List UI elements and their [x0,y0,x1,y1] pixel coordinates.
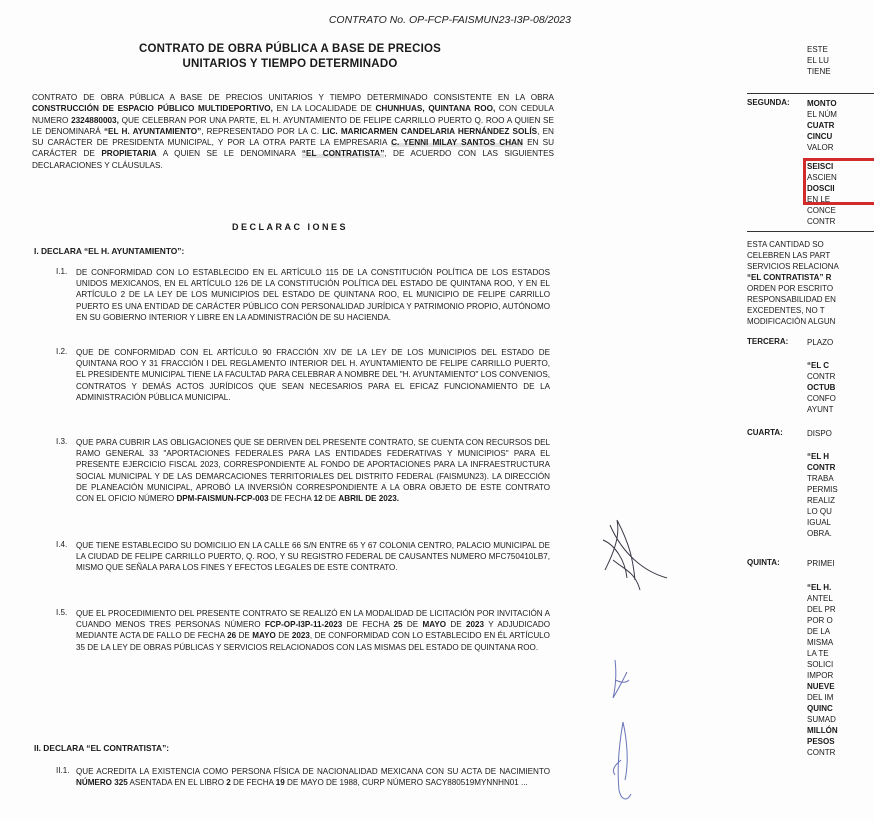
right-text: CONTR [807,372,836,381]
item-i4: QUE TIENE ESTABLECIDO SU DOMICILIO EN LA CALLE 66 S/N ENTRE 65 Y 67 COLONIA CENTRO, PALACIO MUNICIPAL DE LA CIUDAD DE FELIPE CARRILLO PUERTO, Q. ROO, Y SU REGISTRO FEDERAL DE CAUSANTES NUMERO MFC750410LB7, MISMO QUE SEÑALA PARA LOS FINES Y EFECTOS LEGALES DE ESTE CONTRATO. [76,541,550,573]
tercera-heading: PLAZO [807,338,834,347]
date-month: MAYO [252,631,276,641]
intro-localidad: CHUNHUAS, QUINTANA ROO, [375,104,496,114]
right-text: “EL C [807,361,830,370]
right-text: EXCEDENTES, NO T [747,306,825,315]
right-text: CONFO [807,394,836,403]
date-month: MAYO [422,620,447,630]
right-text: ESTA CANTIDAD SO [747,240,824,249]
right-text: SUMAD [807,715,836,724]
oficio-month-year: ABRIL DE 2023. [338,494,399,504]
intro-propietaria: PROPIETARIA [101,149,157,159]
item-text: DE [275,631,292,641]
item-text: DE [402,620,423,630]
right-text: MISMA [807,638,834,647]
intro-text: CON CEDULA NUMERO [32,104,554,125]
right-text: DEL IM [807,693,834,702]
item-number: I.3. [56,437,68,446]
right-text: NUEVE [807,682,835,691]
right-text: AYUNT [807,405,834,414]
right-text: SEISCI [807,162,834,171]
right-text: DEL PR [807,605,836,614]
segunda-label: SEGUNDA: [747,98,790,107]
intro-text: , DE ACUERDO CON LAS SIGUIENTES DECLARACIONES Y CLÁUSULAS. [32,149,554,170]
section-divider [747,93,874,94]
signature-marks [575,500,745,820]
section-ii-heading: II. DECLARA “EL CONTRATISTA”: [34,743,170,753]
item-text: DE FECHA [268,494,314,504]
item-number: I.2. [56,347,68,356]
right-text: CONTR [807,217,836,226]
item-text: DE FECHA [230,778,276,788]
date-day: 26 [227,631,237,641]
right-text: ESTE [807,45,828,54]
item-ii1 [76,766,550,788]
libro-number: 2 [226,778,231,788]
right-text: SOLICI [807,660,834,669]
right-text: EN LE [807,195,831,204]
cuarta-heading: DISPO [807,429,832,438]
oficio-number: DPM-FAISMUN-FCP-003 [176,494,269,504]
item-text: Y ADJUDICADO MEDIANTE ACTA DE FALLO DE FECHA [76,620,550,641]
right-text: TIENE [807,67,831,76]
item-text: QUE PARA CUBRIR LAS OBLIGACIONES QUE SE DERIVEN DEL PRESENTE CONTRATO, SE CUENTA CON RECURSOS DEL RAMO GENERAL 33 "APORTACIONES FEDERALES PARA LAS ENTIDADES FEDERATIVAS Y MUNICIPIOS" PARA EL PRESENTE EJERCICIO FISCAL 2023, CORRESPONDIENTE AL FONDO DE APORTACIONES PARA LA INFRAESTRUCTURA SOCIAL MUNICIPAL Y DE LAS DEMARCACIONES TERRITORIALES DEL DISTRITO FEDERAL (FAISMUN23). LA DIRECCIÓN DE PLANEACIÓN MUNICIPAL, APROBÓ LA INVERSIÓN CORRESPONDIENTE A LA OBRA OBJETO DE ESTE CONTRATO CON EL OFICIO NÚMERO [76,438,550,504]
item-number: II.1. [56,766,70,775]
right-text: OBRA. [807,529,832,538]
right-text: RESPONSABILIDAD EN [747,295,836,304]
right-text: MONTO [807,99,837,108]
right-text: ANTEL [807,594,833,603]
item-i2: QUE DE CONFORMIDAD CON EL ARTÍCULO 90 FRACCIÓN XIV DE LA LEY DE LOS MUNICIPIOS DEL ESTADO DE QUINTANA ROO Y 31 FRACCIÓN I DEL REGLAMENTO INTERIOR DEL H. AYUNTAMIENTO DE FELIPE CARRILLO PUERTO, EL PRESIDENTE MUNICIPAL TIENE LA FACULTAD PARA CELEBRAR A NOMBRE DEL "H. AYUNTAMIENTO" LOS CONVENIOS, CONTRATOS Y DEMÁS ACTOS JURÍDICOS QUE SEAN NECESARIOS PARA EL EFICAZ FUNCIONAMIENTO DE LA ADMINISTRACIÓN PÚBLICA MUNICIPAL. [76,348,550,402]
date-day: 19 [275,778,285,788]
right-text: OCTUB [807,383,836,392]
contract-number: CONTRATO No. OP-FCP-FAISMUN23-I3P-08/2023 [328,14,571,26]
date-year: 2023 [291,631,310,641]
intro-text: A QUIEN SE LE DENOMINARA [156,149,302,159]
right-text: CUATR [807,121,835,130]
right-text: VALOR [807,143,834,152]
acta-number: NÚMERO 325 [76,778,128,788]
intro-paragraph [32,92,554,171]
date-year: 2023 [466,620,485,630]
item-number: I.1. [56,267,68,276]
signature-1 [603,520,667,590]
oficio-day: 12 [313,494,323,504]
item-number: I.4. [56,540,68,549]
quinta-label: QUINTA: [747,558,780,567]
right-text: LA TE [807,649,829,658]
intro-text: CONTRATO DE OBRA PÚBLICA A BASE DE PRECIOS UNITARIOS Y TIEMPO DETERMINADO CONSISTENTE EN LA OBRA [32,93,554,102]
licitacion-number: FCP-OP-I3P-11-2023 [264,620,343,630]
right-text: ASCIEN [807,173,837,182]
signature-3 [613,722,631,799]
right-text: SERVICIOS RELACIONA [747,262,839,271]
item-i3 [76,437,550,504]
right-text: PERMIS [807,485,838,494]
item-text: ASENTADA EN EL LIBRO [127,778,227,788]
item-text: QUE ACREDITA LA EXISTENCIA COMO PERSONA FÍSICA DE NACIONALIDAD MEXICANA CON SU ACTA DE NACIMIENTO [76,767,550,776]
right-text: “EL CONTRATISTA” R [747,273,832,282]
highlight-box [803,158,874,205]
item-text: , DE CONFORMIDAD CON LO ESTABLECIDO EN ÉL ARTÍCULO 35 DE LA LEY DE OBRAS PÚBLICAS Y SERVICIOS RELACIONADOS CON LAS MISMAS DEL ESTADO DE QUINTANA ROO. [76,631,550,652]
item-text: DE [322,494,339,504]
right-text: QUINC [807,704,833,713]
right-text: CONTR [807,463,836,472]
right-page [747,0,874,821]
intro-contratista: “EL CONTRATISTA” [301,149,385,159]
right-text: CINCU [807,132,833,141]
right-text: MILLÓN [807,726,838,735]
item-text: DE FECHA [342,620,394,630]
item-text: DE [446,620,467,630]
right-text: IMPOR [807,671,834,680]
tercera-label: TERCERA: [747,337,789,346]
item-i1: DE CONFORMIDAD CON LO ESTABLECIDO EN EL ARTÍCULO 115 DE LA CONSTITUCIÓN POLÍTICA DE LOS ESTADOS UNIDOS MEXICANOS, EN EL ARTÍCULO 126 DE LA CONSTITUCIÓN POLÍTICA DEL ESTADO DE QUINTANA ROO, Y EN EL ARTÍCULO 2 DE LA LEY DE LOS MUNICIPIOS DEL ESTADO DE QUINTANA ROO, EL MUNICIPIO DE FELIPE CARRILLO PUERTO ES UNA ENTIDAD DE CARÁCTER PÚBLICO CON PERSONALIDAD JURÍDICA Y PATRIMONIO PROPIO, AUTÓNOMO EN SU GOBIERNO INTERIOR Y LIBRE EN LA ADMINISTRACIÓN DE SU HACIENDA. [76,268,550,322]
declaraciones-title: DECLARAC IONES [231,222,348,232]
right-text: ORDEN POR ESCRITO [747,284,834,293]
section-divider [747,231,874,232]
title-line-2: UNITARIOS Y TIEMPO DETERMINADO [182,58,398,70]
intro-text: , REPRESENTADO POR LA C. [201,126,323,136]
right-text: DOSCII [807,184,835,193]
title-line-1: CONTRATO DE OBRA PÚBLICA A BASE DE PRECIOS [138,43,442,55]
intro-presidenta: LIC. MARICARMEN CANDELARIA HERNÁNDEZ SOLÍS [322,126,538,136]
intro-obra: CONSTRUCCIÓN DE ESPACIO PÚBLICO MULTIDEPORTIVO, [32,104,273,114]
right-text: PESOS [807,737,835,746]
right-text: LO QU [807,507,832,516]
right-text: CONTR [807,748,836,757]
cuarta-label: CUARTA: [747,428,783,437]
intro-text: EN LA LOCALIDADE DE [272,104,376,114]
right-text: CELEBREN LAS PART [747,251,831,260]
item-text: DE [236,631,253,641]
quinta-heading: PRIMEI [807,559,835,568]
date-day: 25 [393,620,403,630]
contract-title [30,42,550,72]
right-text: “EL H. [807,583,832,592]
right-text: TRABA [807,474,834,483]
right-text: POR O [807,616,833,625]
right-text: MODIFICACIÓN ALGUN [747,317,836,326]
item-i5 [76,608,550,653]
right-text: IGUAL [807,518,832,527]
item-text: QUE EL PROCEDIMIENTO DEL PRESENTE CONTRATO SE REALIZÓ EN LA MODALIDAD DE LICITACIÓN POR INVITACIÓN A CUANDO MENOS TRES PERSONAS NÚMERO [76,609,550,630]
right-text: DE LA [807,627,831,636]
intro-cedula: 2324880003, [71,115,119,125]
right-text: “EL H [807,452,830,461]
right-text: REALIZ [807,496,836,505]
right-text: EL LU [807,56,829,65]
intro-ayuntamiento: “EL H. AYUNTAMIENTO” [103,126,202,136]
intro-text: EN SU CARÁCTER DE [32,138,554,159]
right-text: CONCE [807,206,836,215]
intro-text: QUE CELEBRAN POR UNA PARTE, EL H. AYUNTAMIENTO DE FELIPE CARRILLO PUERTO Q. ROO A QUIEN SE LE DENOMINARÁ [32,115,554,136]
right-text: EL NÚM [807,110,837,119]
signature-2 [613,660,629,698]
section-i-heading: I. DECLARA “EL H. AYUNTAMIENTO”: [34,246,185,256]
intro-empresaria: C. YENNI MILAY SANTOS CHAN [391,138,523,148]
item-text: DE MAYO DE 1988, CURP NÚMERO SACY880519MYNNHN01 ... [284,778,528,788]
intro-text: , EN SU CARÁCTER DE PRESIDENTA MUNICIPAL, Y POR LA OTRA PARTE LA EMPRESARIA [32,126,554,148]
item-number: I.5. [56,608,68,617]
